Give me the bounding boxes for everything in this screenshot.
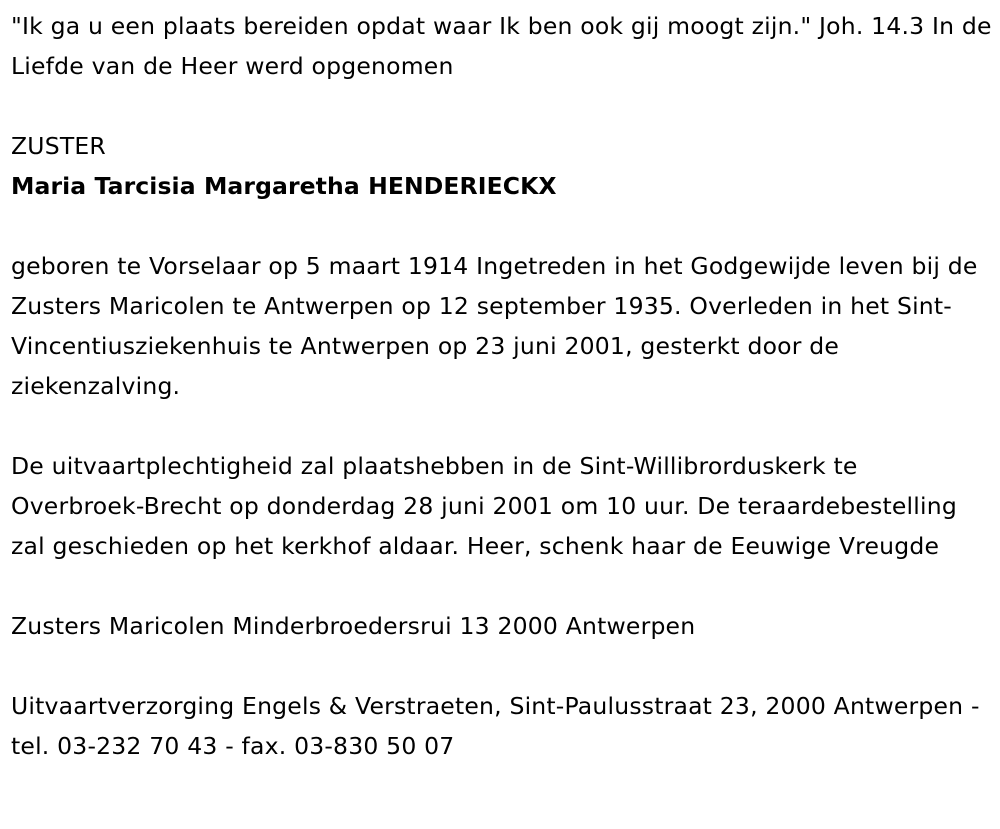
bible-quote: "Ik ga u een plaats bereiden opdat waar Ik ben ook gij moogt zijn." Joh. 14.3 In de Liefde van de Heer werd opgenomen [11,12,992,80]
spacer [11,86,1000,126]
spacer [11,646,1000,686]
biography-paragraph: geboren te Vorselaar op 5 maart 1914 Ingetreden in het Godgewijde leven bij de Zusters Maricolen te Antwerpen op 12 september 1935. Overleden in het Sint-Vincentiusziekenhuis te Antwerpen op 23 juni 2001, gesterkt door de ziekenzalving. [11,252,978,400]
undertaker-paragraph: Uitvaartverzorging Engels & Verstraeten, Sint-Paulusstraat 23, 2000 Antwerpen - tel. 03-232 70 43 - fax. 03-830 50 07 [11,692,980,760]
address-line: Zusters Maricolen Minderbroedersrui 13 2000 Antwerpen [11,612,696,640]
spacer [11,206,1000,246]
spacer [11,566,1000,606]
deceased-name: Maria Tarcisia Margaretha HENDERIECKX [11,172,557,200]
funeral-paragraph: De uitvaartplechtigheid zal plaatshebben in de Sint-Willibrorduskerk te Overbroek-Brecht op donderdag 28 juni 2001 om 10 uur. De teraardebestelling zal geschieden op het kerkhof aldaar. Heer, schenk haar de Eeuwige Vreugde [11,452,957,560]
title-label: ZUSTER [11,132,106,160]
spacer [11,406,1000,446]
